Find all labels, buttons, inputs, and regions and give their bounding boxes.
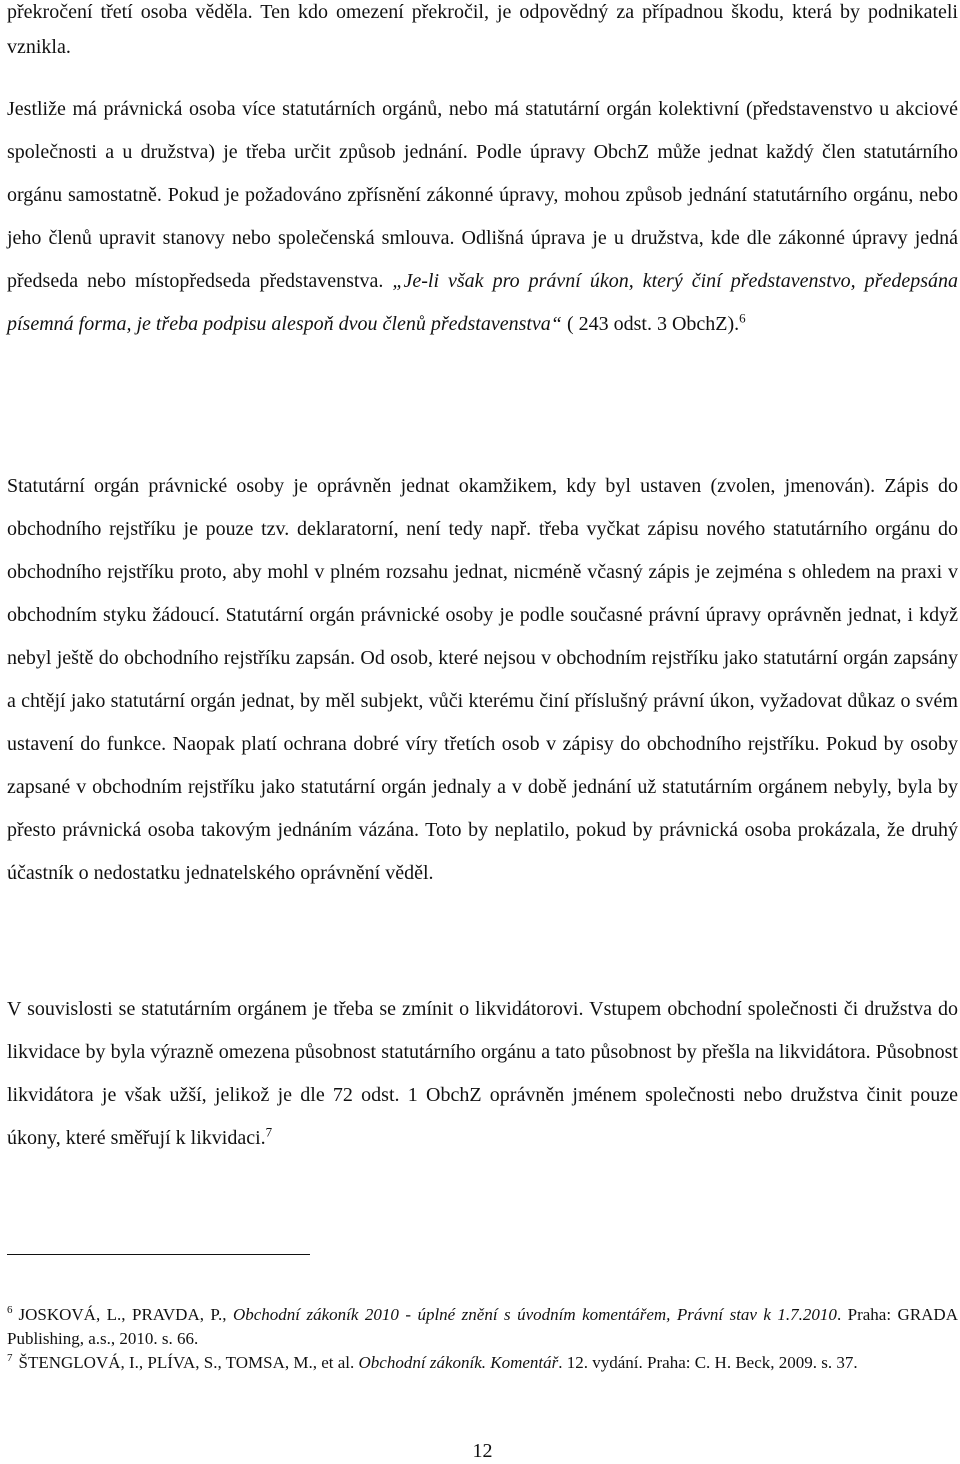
footnote-number: 6 <box>7 1304 13 1317</box>
footnote-6 <box>7 1303 958 1351</box>
paragraph-text: V souvislosti se statutárním orgánem je třeba se zmínit o likvidátorovi. Vstupem obchodní společnosti či družstva do likvidace by byla výrazně omezena působnost statutárního orgánu a tato působnost by přešla na likvidátora. Působnost likvidátora je však užší, jelikož je dle 72 odst. 1 ObchZ oprávněn jménem společnosti nebo družstva činit pouze úkony, které směřují k likvidaci. <box>7 998 958 1149</box>
footnote-title: Obchodní zákoník. Komentář <box>358 1353 559 1372</box>
footnote-publication: . Praha: GRADA Publishing, a.s., 2010. s. 66. <box>7 1305 958 1348</box>
footnotes <box>7 1303 958 1375</box>
footnote-ref[interactable]: 6 <box>739 310 746 326</box>
footnote-7 <box>7 1351 958 1375</box>
footnote-title: Obchodní zákoník 2010 - úplné znění s úvodním komentářem, Právní stav k 1.7.2010 <box>232 1305 837 1324</box>
footnote-number: 7 <box>7 1352 13 1365</box>
paragraph-3 <box>7 465 958 895</box>
footnote-divider <box>7 1254 310 1255</box>
footnote-authors: JOSKOVÁ, L., PRAVDA, P., <box>18 1305 233 1324</box>
quoted-statute: „Je-li však pro právní úkon, který činí představenstvo, předepsána písemná forma, je třeba podpisu alespoň dvou členů představenstva“ <box>7 270 958 335</box>
footnote-authors: ŠTENGLOVÁ, I., PLÍVA, S., TOMSA, M., et al. <box>18 1353 359 1372</box>
footnote-publication: . 12. vydání. Praha: C. H. Beck, 2009. s. 37. <box>558 1353 858 1372</box>
paragraph-4 <box>7 988 958 1160</box>
page-number: 12 <box>472 1440 493 1462</box>
paragraph-1 <box>7 0 958 65</box>
footnote-ref[interactable]: 7 <box>265 1124 273 1140</box>
paragraph-text: Statutární orgán právnické osoby je oprávněn jednat okamžikem, kdy byl ustaven (zvolen, jmenován). Zápis do obchodního rejstříku je pouze tzv. deklaratorní, není tedy např. třeba vyčkat zápisu nového statutárního orgánu do obchodního rejstříku proto, aby mohl v plném rozsahu jednat, nicméně včasný zápis je zejména s ohledem na praxi v obchodním styku žádoucí. Statutární orgán právnické osoby je podle současné právní úpravy oprávněn jednat, i když nebyl ještě do obchodního rejstříku zapsán. Od osob, které nejsou v obchodním rejstříku jako statutární orgán zapsány a chtějí jako statutární orgán jednat, by měl subjekt, vůči kterému činí příslušný právní úkon, vyžadovat důkaz o svém ustavení do funkce. Naopak platí ochrana dobré víry třetích osob v zápisy do obchodního rejstříku. Pokud by osoby zapsané v obchodním rejstříku jako statutární orgán jednaly a v době jednání už statutárním orgánem nebyly, byla by přesto právnická osoba takovým jednáním vázána. Toto by neplatilo, pokud by právnická osoba prokázala, že druhý účastník o nedostatku jednatelského oprávnění věděl. <box>7 475 958 884</box>
paragraph-2 <box>7 88 958 346</box>
paragraph-text: Jestliže má právnická osoba více statutárních orgánů, nebo má statutární orgán kolektivní (představenstvo u akciové společnosti a u družstva) je třeba určit způsob jednání. Podle úpravy ObchZ může jednat každý člen statutárního orgánu samostatně. Pokud je požadováno zpřísnění zákonné úpravy, mohou způsob jednání statutárního orgánu, nebo jeho členů upravit stanovy nebo společenská smlouva. Odlišná úprava je u družstva, kde dle zákonné úpravy jedná předseda nebo místopředseda představenstva. <box>7 98 958 292</box>
statute-reference: ( 243 odst. 3 ObchZ). <box>561 313 740 335</box>
paragraph-text: překročení třetí osoba věděla. Ten kdo omezení překročil, je odpovědný za případnou škodu, která by podnikateli vznikla. <box>7 1 958 58</box>
